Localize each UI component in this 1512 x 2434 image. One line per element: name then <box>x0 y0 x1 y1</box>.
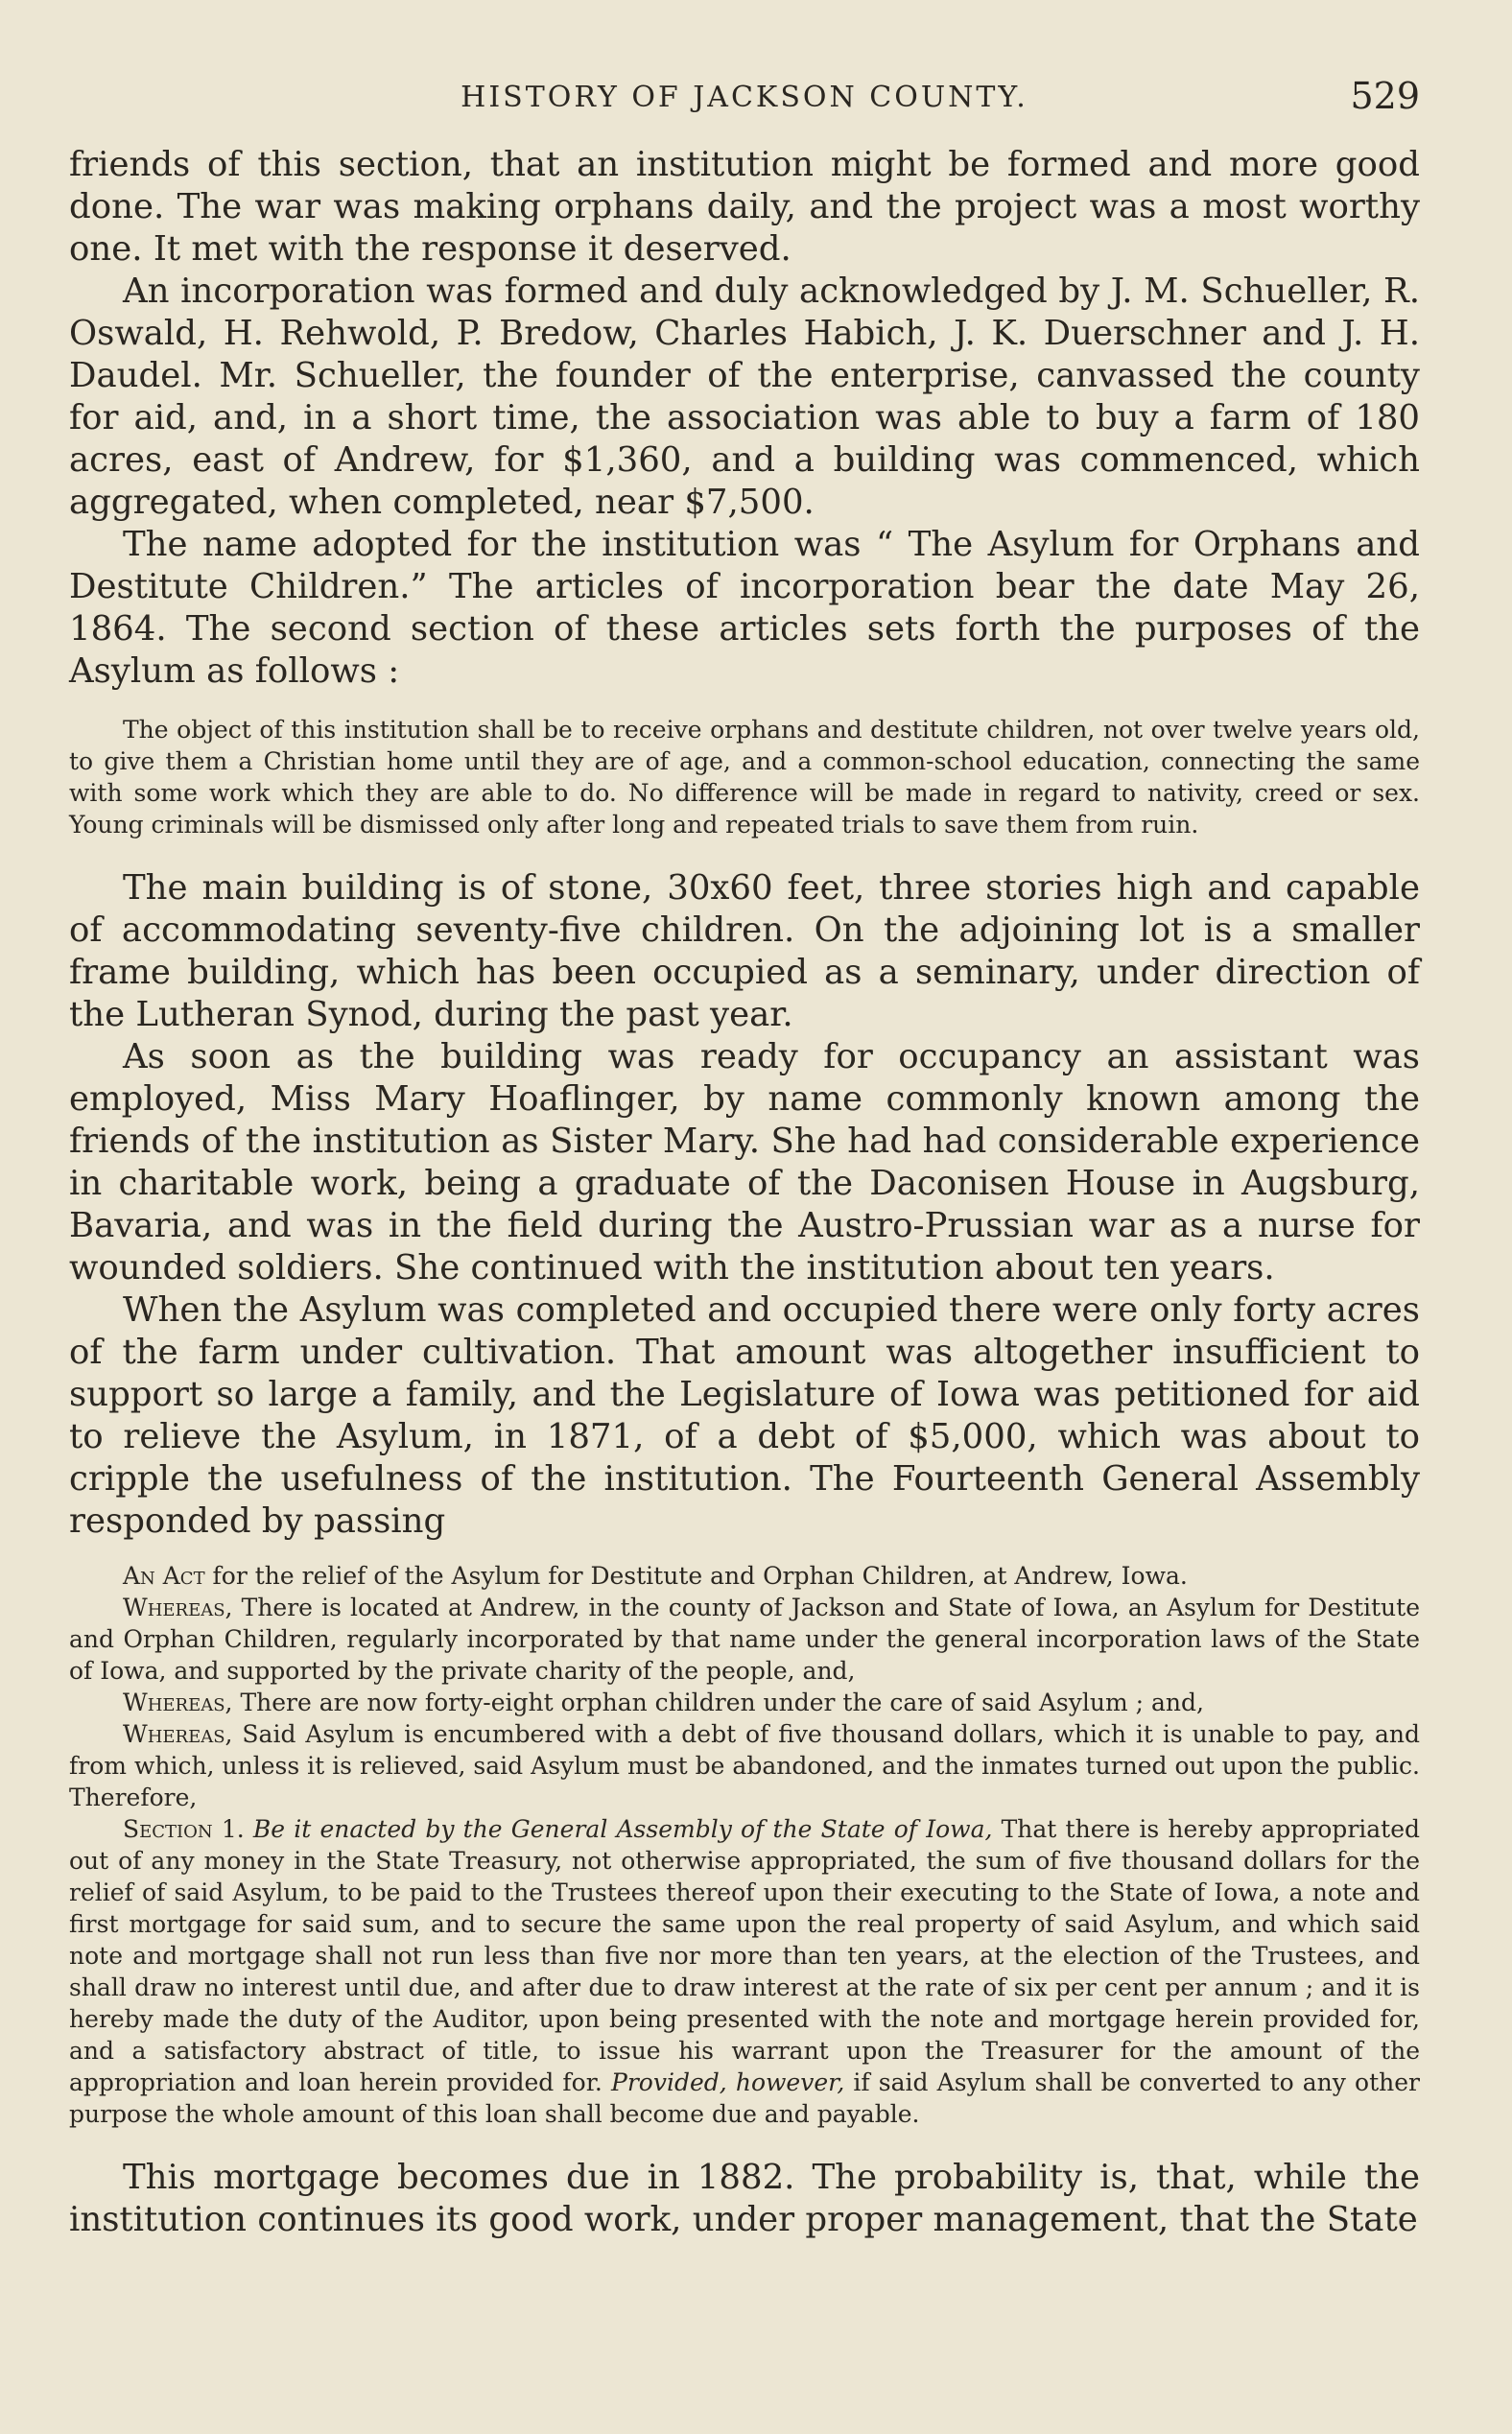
whereas-text-3: Said Asylum is encumbered with a debt of five thousand dollars, which it is unable to pay, and from which, unless it is relieved, said Asylum must be abandoned, and the inmates turned out upon the public. Therefore, <box>69 1720 1420 1811</box>
whereas-text-2: There are now forty-eight orphan children under the care of said Asylum ; and, <box>232 1689 1204 1716</box>
paragraph-3: The name adopted for the institution was “ The Asylum for Orphans and Destitute Children.” The articles of incorporation bear the date May 26, 1864. The second section of these articles sets forth the purposes of the Asylum as follows : <box>69 525 1420 691</box>
running-title: HISTORY OF JACKSON COUNTY. <box>461 81 1028 114</box>
paragraph-6: When the Asylum was completed and occupied there were only forty acres of the farm under cultivation. That amount was altogether insufficient to support so large a family, and the Legislature of Iowa was petitioned for aid to relieve the Asylum, in 1871, of a debt of $5,000, which was about to cripple the usefulness of the institution. The Fourteenth General Assembly responded by passing <box>69 1290 1420 1541</box>
enacting-clause: Be it enacted by the General Assembly of the State of Iowa, <box>252 1815 993 1843</box>
paragraph-2: An incorporation was formed and duly acknowledged by J. M. Schueller, R. Oswald, H. Rehwold, P. Bredow, Charles Habich, J. K. Duerschner and J. H. Daudel. Mr. Schueller, the founder of the enterprise, canvassed the county for aid, and, in a short time, the association was able to buy a farm of 180 acres, east of Andrew, for $1,360, and a building was commenced, which aggregated, when completed, near $7,500. <box>69 272 1420 522</box>
whereas-label-2: Whereas, <box>123 1689 233 1716</box>
act-whereas-1 <box>69 1592 1420 1687</box>
act-title-lead: An Act <box>123 1562 205 1590</box>
proviso-label: Provided, however, <box>611 2068 845 2096</box>
act-text <box>69 1560 1420 2130</box>
page-header <box>69 75 1420 123</box>
body-text <box>69 144 1420 2241</box>
whereas-label-3: Whereas, <box>123 1720 233 1748</box>
paragraph-5: As soon as the building was ready for occupancy an assistant was employed, Miss Mary Hoaflinger, by name commonly known among the friends of the institution as Sister Mary. She had had considerable experience in charitable work, being a graduate of the Daconisen House in Augsburg, Bavaria, and was in the field during the Austro-Prussian war as a nurse for wounded soldiers. She continued with the institution about ten years. <box>69 1037 1420 1288</box>
act-title-rest: for the relief of the Asylum for Destitute and Orphan Children, at Andrew, Iowa. <box>204 1562 1188 1590</box>
articles-quote <box>69 714 1420 840</box>
articles-quote-text: The object of this institution shall be to receive orphans and destitute children, not over twelve years old, to give them a Christian home until they are of age, and a common-school education, connecting the same with some work which they are able to do. No difference will be made in regard to nativity, creed or sex. Young criminals will be dismissed only after long and repeated trials to save them from ruin. <box>69 716 1420 839</box>
act-whereas-2 <box>69 1687 1420 1718</box>
paragraph-4: The main building is of stone, 30x60 feet, three stories high and capable of accommodating seventy-five children. On the adjoining lot is a smaller frame building, which has been occupied as a seminary, under direction of the Lutheran Synod, during the past year. <box>69 868 1420 1034</box>
act-whereas-3 <box>69 1718 1420 1813</box>
closing-paragraph: This mortgage becomes due in 1882. The probability is, that, while the institution continues its good work, under proper management, that the State <box>69 2158 1420 2239</box>
act-section-1 <box>69 1813 1420 2130</box>
section-text: That there is hereby appropriated out of any money in the State Treasury, not otherwise appropriated, the sum of five thousand dollars for the relief of said Asylum, to be paid to the Trustees thereof upon their executing to the State of Iowa, a note and first mortgage for said sum, and to secure the same upon the real property of said Asylum, and which said note and mortgage shall not run less than five nor more than ten years, at the election of the Trustees, and shall draw no interest until due, and after due to draw interest at the rate of six per cent per annum ; and it is hereby made the duty of the Auditor, upon being presented with the note and mortgage herein provided for, and a satisfactory abstract of title, to issue his warrant upon the Treasurer for the amount of the appropriation and loan herein provided for. <box>69 1815 1421 2096</box>
whereas-label-1: Whereas, <box>123 1594 233 1621</box>
page-number: 529 <box>1350 75 1420 117</box>
act-title <box>69 1560 1420 1592</box>
section-label: Section 1. <box>123 1815 245 1843</box>
whereas-text-1: There is located at Andrew, in the county of Jackson and State of Iowa, an Asylum for Destitute and Orphan Children, regularly incorporated by that name under the general incorporation laws of the State of Iowa, and supported by the private charity of the people, and, <box>69 1594 1420 1685</box>
proviso-text: if said Asylum shall be converted to any other purpose the whole amount of this loan shall become due and payable. <box>69 2068 1420 2128</box>
paragraph-1: friends of this section, that an institution might be formed and more good done. The war was making orphans daily, and the project was a most worthy one. It met with the response it deserved. <box>69 145 1420 269</box>
